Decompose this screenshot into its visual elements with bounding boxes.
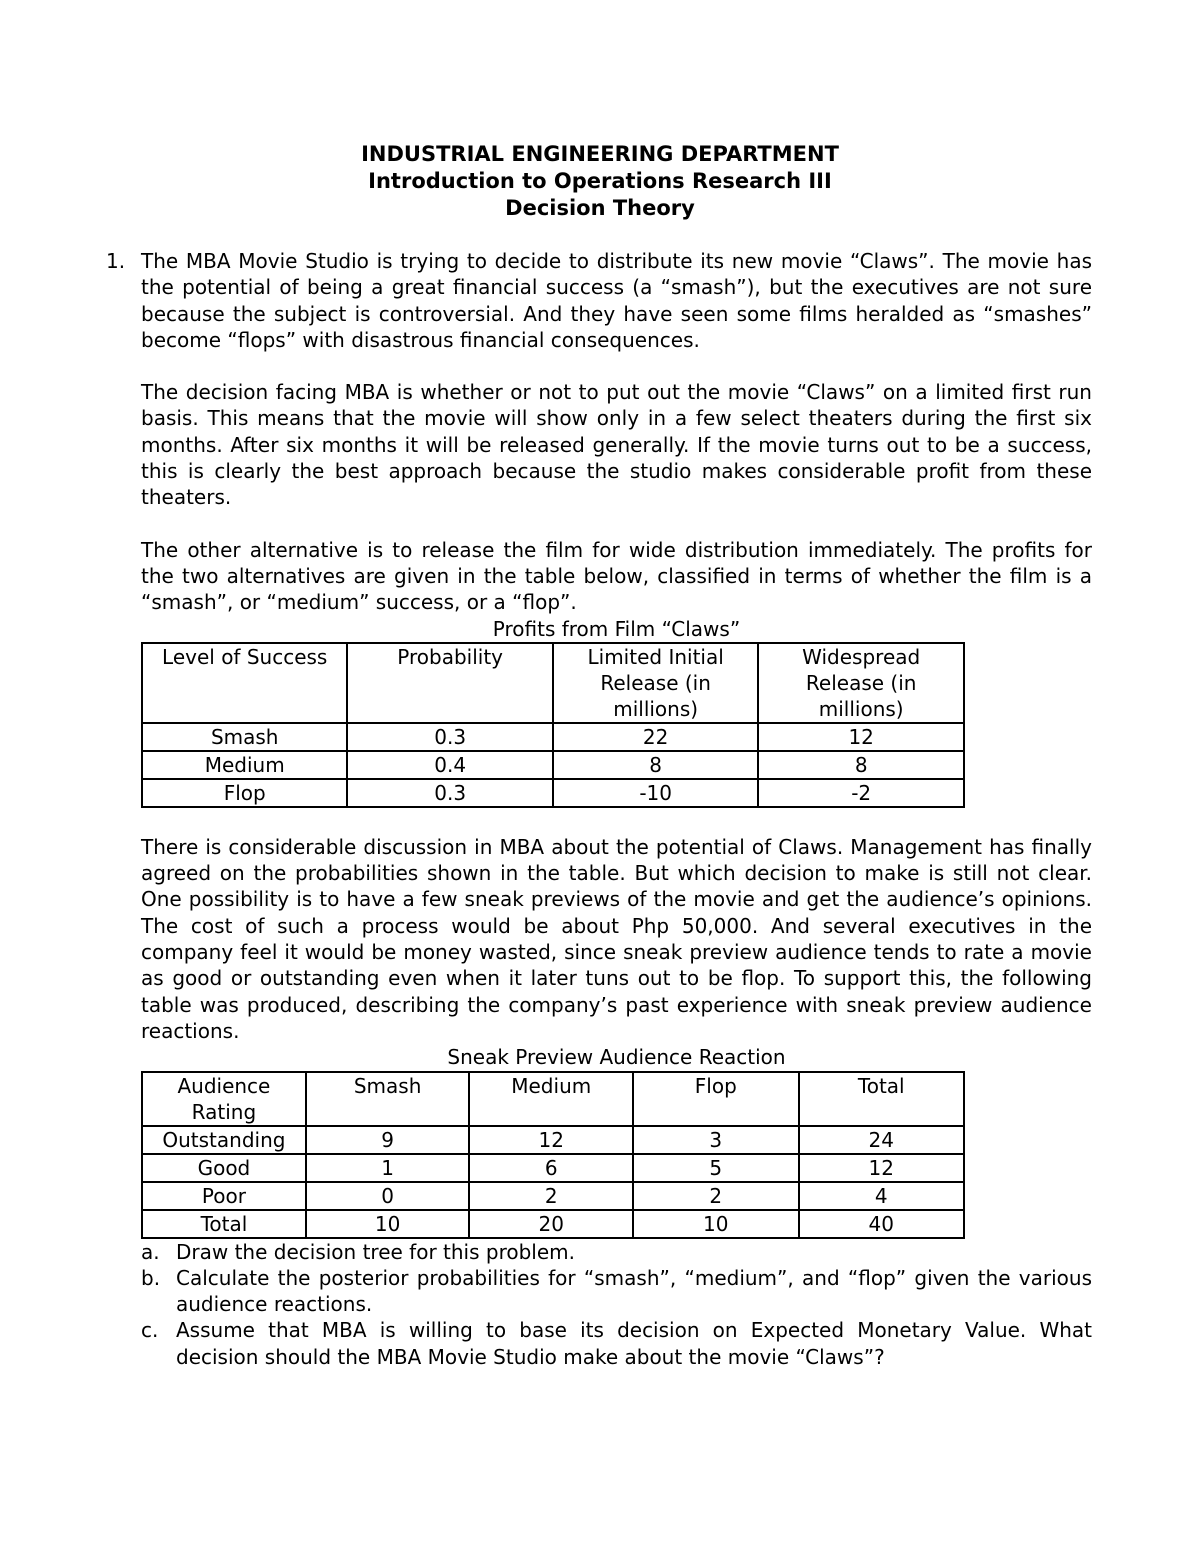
subquestion-label: c. <box>141 1318 159 1343</box>
table-cell: 0 <box>306 1182 470 1210</box>
table-cell: 24 <box>799 1126 965 1154</box>
table-cell: 10 <box>633 1210 798 1238</box>
topic-title: Decision Theory <box>505 196 695 220</box>
table-cell: Poor <box>142 1182 306 1210</box>
table-cell: 22 <box>553 723 758 751</box>
department-title: INDUSTRIAL ENGINEERING DEPARTMENT <box>361 142 839 166</box>
header-cell: Audience Rating <box>142 1072 306 1126</box>
table-cell: 2 <box>633 1182 798 1210</box>
audience-table-caption: Sneak Preview Audience Reaction <box>447 1045 786 1070</box>
header-cell: Smash <box>306 1072 470 1126</box>
table-cell: Good <box>142 1154 306 1182</box>
table-cell: 0.3 <box>347 723 553 751</box>
table-row <box>142 751 964 779</box>
table-row <box>142 1154 964 1182</box>
table-cell: 40 <box>799 1210 965 1238</box>
table-cell: 20 <box>469 1210 633 1238</box>
table-cell: Medium <box>142 751 347 779</box>
subquestion-list <box>141 1239 1092 1370</box>
table-cell: 9 <box>306 1126 470 1154</box>
paragraph-2: The decision facing MBA is whether or not to put out the movie “Claws” on a limited first run basis. This means that the movie will show only in a few select theaters during the first six months. After six months it will be released generally. If the movie turns out to be a success, this is clearly the best approach because the studio makes considerable profit from these theaters. <box>141 380 1092 510</box>
table-cell: 3 <box>633 1126 798 1154</box>
audience-reaction-table <box>141 1071 965 1239</box>
table-cell: -2 <box>758 779 964 807</box>
header-cell: Level of Success <box>142 643 347 723</box>
table-cell: 6 <box>469 1154 633 1182</box>
table-cell: 8 <box>553 751 758 779</box>
subquestion-text: Assume that MBA is willing to base its decision on Expected Monetary Value. What decision should the MBA Movie Studio make about the movie “Claws”? <box>176 1318 1092 1369</box>
subquestion-label: a. <box>141 1239 160 1264</box>
profits-table-caption: Profits from Film “Claws” <box>492 616 741 641</box>
table-cell: Total <box>142 1210 306 1238</box>
question-body <box>141 248 1092 1370</box>
table-cell: 12 <box>758 723 964 751</box>
table-cell: -10 <box>553 779 758 807</box>
table-cell: 10 <box>306 1210 470 1238</box>
table-cell: 1 <box>306 1154 470 1182</box>
table-row <box>142 779 964 807</box>
table-row <box>142 1210 964 1238</box>
table-cell: Flop <box>142 779 347 807</box>
table-cell: Smash <box>142 723 347 751</box>
table-row <box>142 723 964 751</box>
table-cell: 0.3 <box>347 779 553 807</box>
table-header-row <box>142 1072 964 1126</box>
header-cell: Probability <box>347 643 553 723</box>
question-number: 1. <box>106 249 126 273</box>
document-header <box>0 141 1200 222</box>
table-cell: 5 <box>633 1154 798 1182</box>
subquestion-text: Draw the decision tree for this problem. <box>176 1239 575 1264</box>
table-row <box>142 1182 964 1210</box>
header-cell: Limited Initial Release (in millions) <box>553 643 758 723</box>
subquestion-label: b. <box>141 1265 161 1290</box>
list-item <box>141 1265 1092 1318</box>
header-cell: Flop <box>633 1072 798 1126</box>
table-cell: 2 <box>469 1182 633 1210</box>
table-row <box>142 1126 964 1154</box>
paragraph-4: There is considerable discussion in MBA about the potential of Claws. Management has finally agreed on the probabilities shown in the table. But which decision to make is still not clear. One possibility is to have a few sneak previews of the movie and get the audience’s opinions. The cost of such a process would be about Php 50,000. And several executives in the company feel it would be money wasted, since sneak preview audience tends to rate a movie as good or outstanding even when it later tuns out to be flop. To support this, the following table was produced, describing the company’s past experience with sneak preview audience reactions. <box>141 834 1092 1043</box>
course-title: Introduction to Operations Research III <box>368 169 832 193</box>
list-item <box>141 1317 1092 1370</box>
subquestion-text: Calculate the posterior probabilities for “smash”, “medium”, and “flop” given the various audience reactions. <box>176 1265 1092 1317</box>
header-cell: Medium <box>469 1072 633 1126</box>
paragraph-3: The other alternative is to release the film for wide distribution immediately. The profits for the two alternatives are given in the table below, classified in terms of whether the film is a “smash”, or “medium” success, or a “flop”. <box>141 537 1092 615</box>
table-header-row <box>142 643 964 723</box>
table-cell: 12 <box>799 1154 965 1182</box>
table-cell: 4 <box>799 1182 965 1210</box>
profits-table <box>141 642 965 808</box>
table-cell: 12 <box>469 1126 633 1154</box>
table-cell: Outstanding <box>142 1126 306 1154</box>
list-item <box>141 1239 1092 1265</box>
table-cell: 8 <box>758 751 964 779</box>
header-cell: Widespread Release (in millions) <box>758 643 964 723</box>
table-cell: 0.4 <box>347 751 553 779</box>
paragraph-1: The MBA Movie Studio is trying to decide to distribute its new movie “Claws”. The movie has the potential of being a great financial success (a “smash”), but the executives are not sure because the subject is controversial. And they have seen some films heralded as “smashes” become “flops” with disastrous financial consequences. <box>141 249 1092 352</box>
header-cell: Total <box>799 1072 965 1126</box>
